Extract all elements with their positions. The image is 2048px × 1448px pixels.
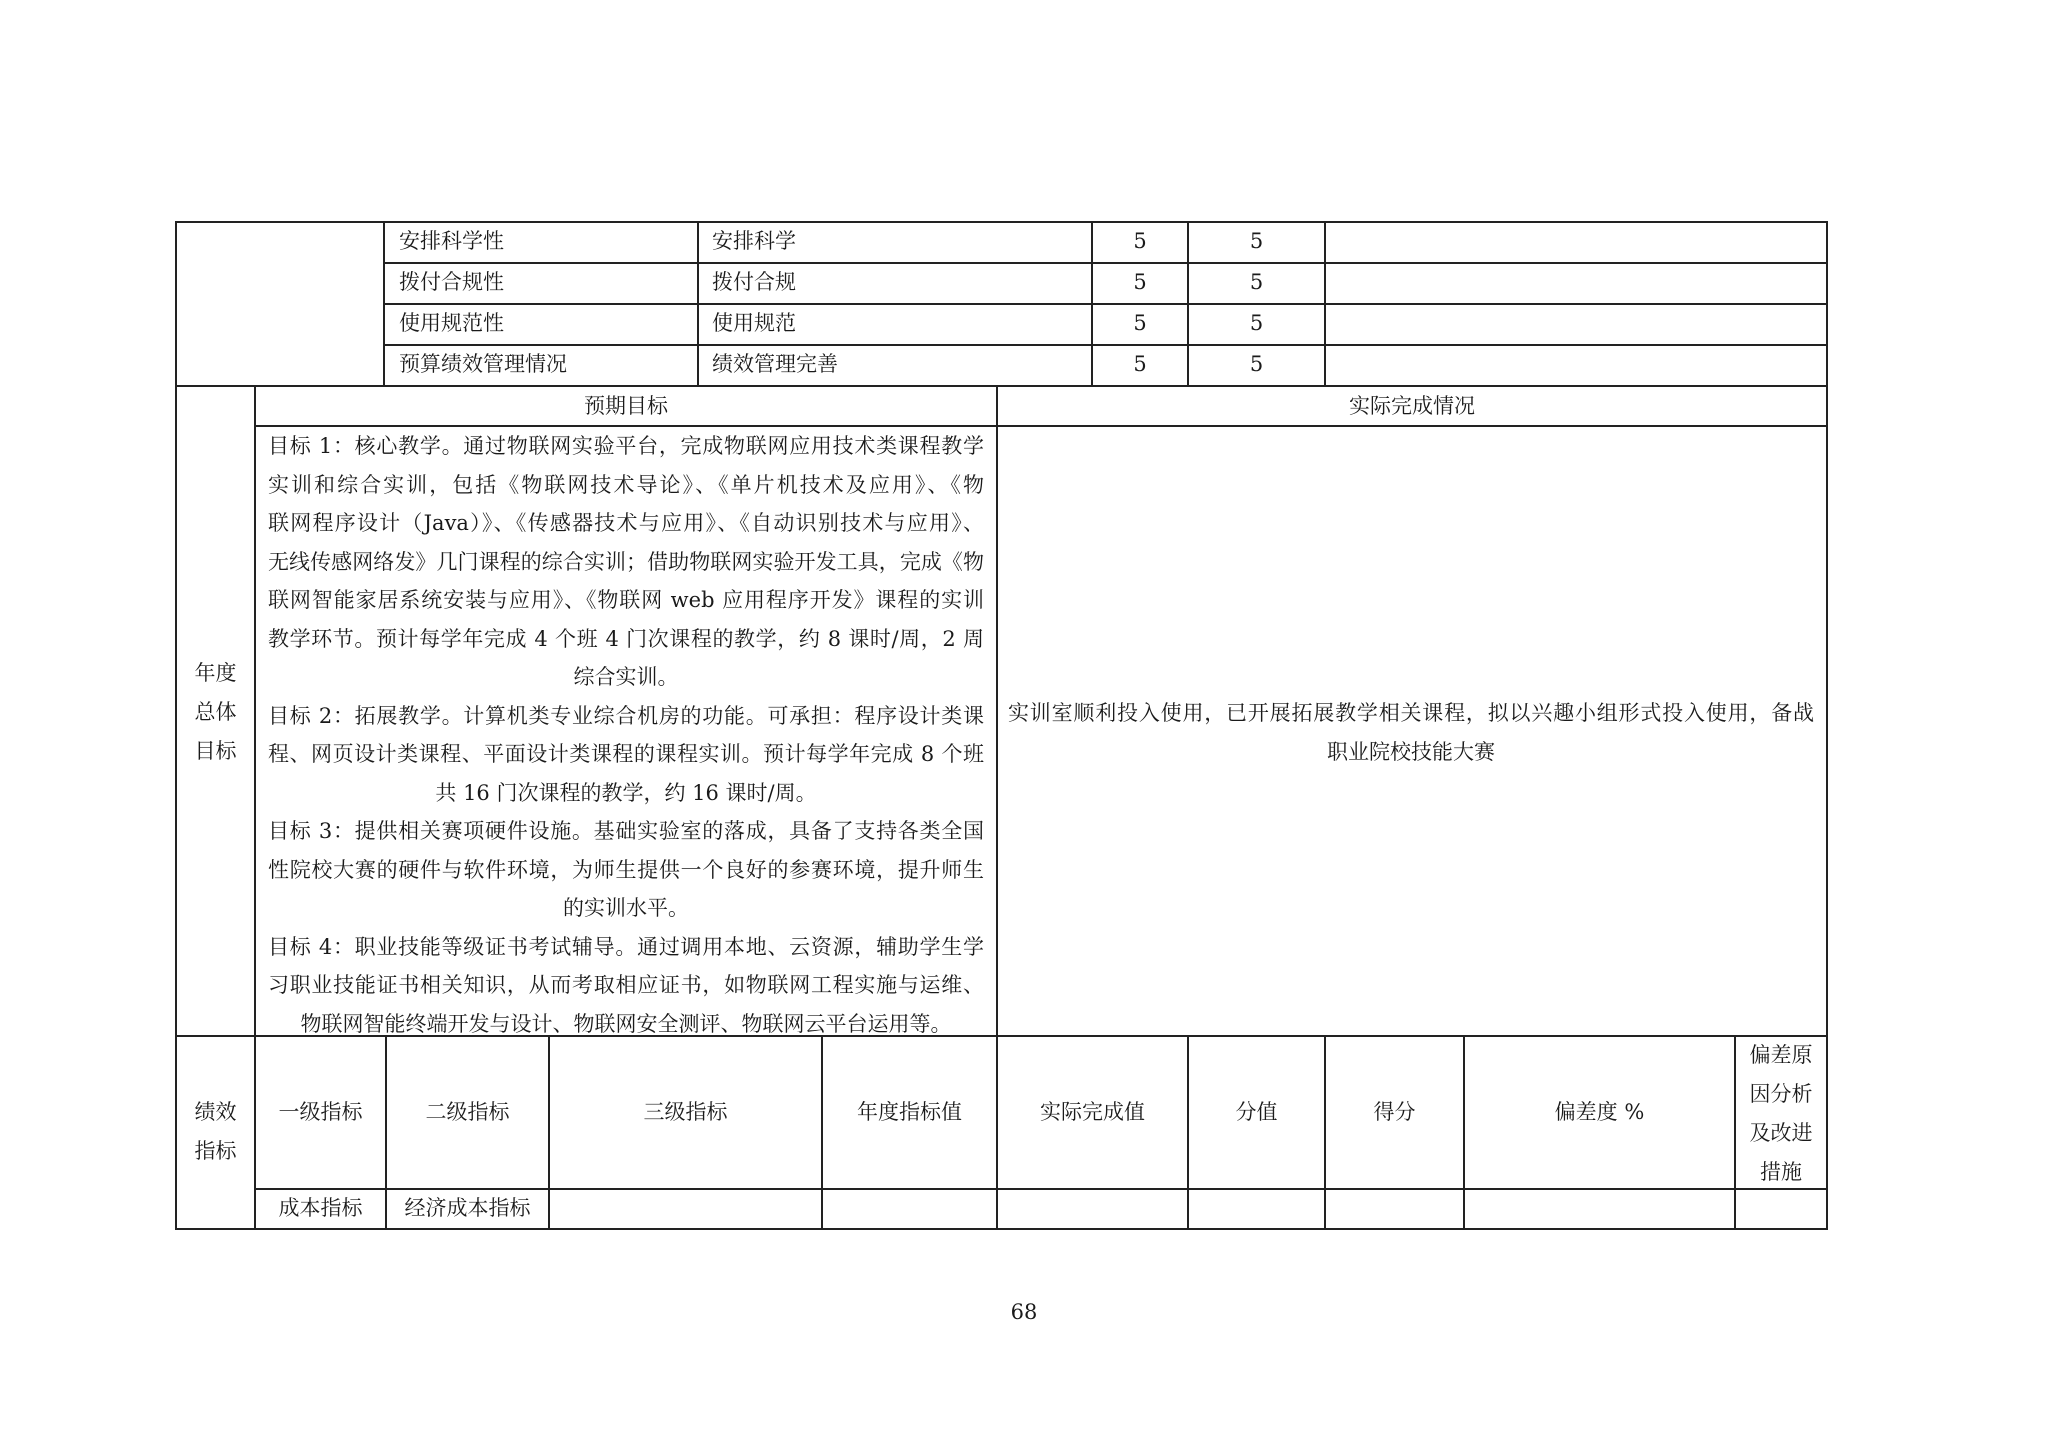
goal-2: 目标 2：拓展教学。计算机类专业综合机房的功能。可承担：程序设计类课 [268, 703, 984, 728]
indicator-cell: 拨付合规性 [399, 270, 504, 294]
goal-4: 目标 4：职业技能等级证书考试辅导。通过调用本地、云资源，辅助学生学 [268, 934, 984, 959]
column-divider [821, 1035, 823, 1230]
column-divider [1187, 1035, 1189, 1230]
standard-cell: 拨付合规 [712, 270, 796, 294]
standard-cell: 绩效管理完善 [712, 352, 838, 376]
header-level3: 三级指标 [643, 1100, 728, 1124]
actual-completion-header: 实际完成情况 [1349, 394, 1475, 418]
performance-row-label: 绩效 指标 [194, 1100, 237, 1163]
value-cell: 5 [1133, 352, 1147, 376]
column-divider [1324, 221, 1326, 387]
page-number: 68 [1010, 1300, 1038, 1324]
value-cell: 5 [1133, 270, 1147, 294]
level2-cell: 经济成本指标 [404, 1196, 531, 1220]
value-cell: 5 [1249, 270, 1264, 294]
header-level1: 一级指标 [278, 1100, 363, 1124]
value-cell: 5 [1249, 229, 1264, 253]
header-actual-value: 实际完成值 [1040, 1100, 1145, 1124]
annual-goals-row-label: 年度 总体 目标 [194, 661, 237, 763]
indicator-cell: 预算绩效管理情况 [399, 352, 567, 376]
header-score: 得分 [1373, 1100, 1416, 1124]
level1-cell: 成本指标 [278, 1196, 363, 1220]
header-score-value: 分值 [1235, 1100, 1278, 1124]
expected-goals-header: 预期目标 [584, 394, 668, 418]
column-divider [697, 221, 699, 387]
column-divider [548, 1035, 550, 1230]
column-divider [383, 221, 385, 387]
indicator-cell: 使用规范性 [399, 311, 504, 335]
table-bottom-border [175, 1228, 1828, 1230]
header-reason: 偏差原 因分析 及改进 措施 [1749, 1043, 1813, 1184]
goal-3: 目标 3：提供相关赛项硬件设施。基础实验室的落成，具备了支持各类全国 [268, 819, 984, 843]
standard-cell: 安排科学 [712, 229, 796, 253]
value-cell: 5 [1249, 352, 1264, 376]
column-divider [996, 385, 998, 1037]
table-right-border [1826, 221, 1828, 1230]
value-cell: 5 [1133, 229, 1147, 253]
expected-goals-text: 目标 1：核心教学。通过物联网实验平台，完成物联网应用技术类课程教学 实训和综合实训，包括《物联网技术导论》、《单片机技术及应用》、《物 联网程序设计（Java）》、《传感器技术与应用》、《自动识别技术与应用》、 无线传感网络发》几门课程的综合实训；借助物联网实验开发工具，完成《物 联网智能家居系统安装与应用》、《物联网 web 应用程序开发》课程的实训 教学环节。预计每学年完成 4 个班 4 门次课程的教学，约 8 课时/周，2 周 综合实训。 目标 2：拓展教学。计算机类专业综合机房的功能。可承担：程序设计类课 程、网页设计类课程、平面设计类课程的课程实训。预计每学年完成 8 个班 共 16 门次课程的教学，约 16 课时/周。 目标 3：提供相关赛项硬件设施。基础实验室的落成，具备了支持各类全国 性院校大赛的硬件与软件环境，为师生提供一个良好的参赛环境，提升师生 的实训水平。 目标 4：职业技能等级证书考试辅导。通过调用本地、云资源，辅助学生学 习职业技能证书相关知识，从而考取相应证书，如物联网工程实施与运维、 物联网智能终端开发与设计、物联网安全测评、物联网云平台运用等。 [268, 427, 984, 1043]
header-level2: 二级指标 [425, 1100, 510, 1124]
header-deviation: 偏差度 % [1554, 1100, 1645, 1124]
value-cell: 5 [1249, 311, 1264, 335]
column-divider [1463, 1035, 1465, 1230]
indicator-cell: 安排科学性 [399, 229, 504, 253]
column-divider [996, 1035, 998, 1230]
goal-1: 目标 1：核心教学。通过物联网实验平台，完成物联网应用技术类课程教学 [268, 434, 984, 458]
actual-completion-text: 实训室顺利投入使用，已开展拓展教学相关课程，拟以兴趣小组形式投入使用，备战 职业院校技能大赛 [1008, 701, 1814, 764]
column-divider [1324, 1035, 1326, 1230]
header-annual-value: 年度指标值 [857, 1100, 962, 1124]
standard-cell: 使用规范 [712, 311, 796, 335]
value-cell: 5 [1133, 311, 1147, 335]
